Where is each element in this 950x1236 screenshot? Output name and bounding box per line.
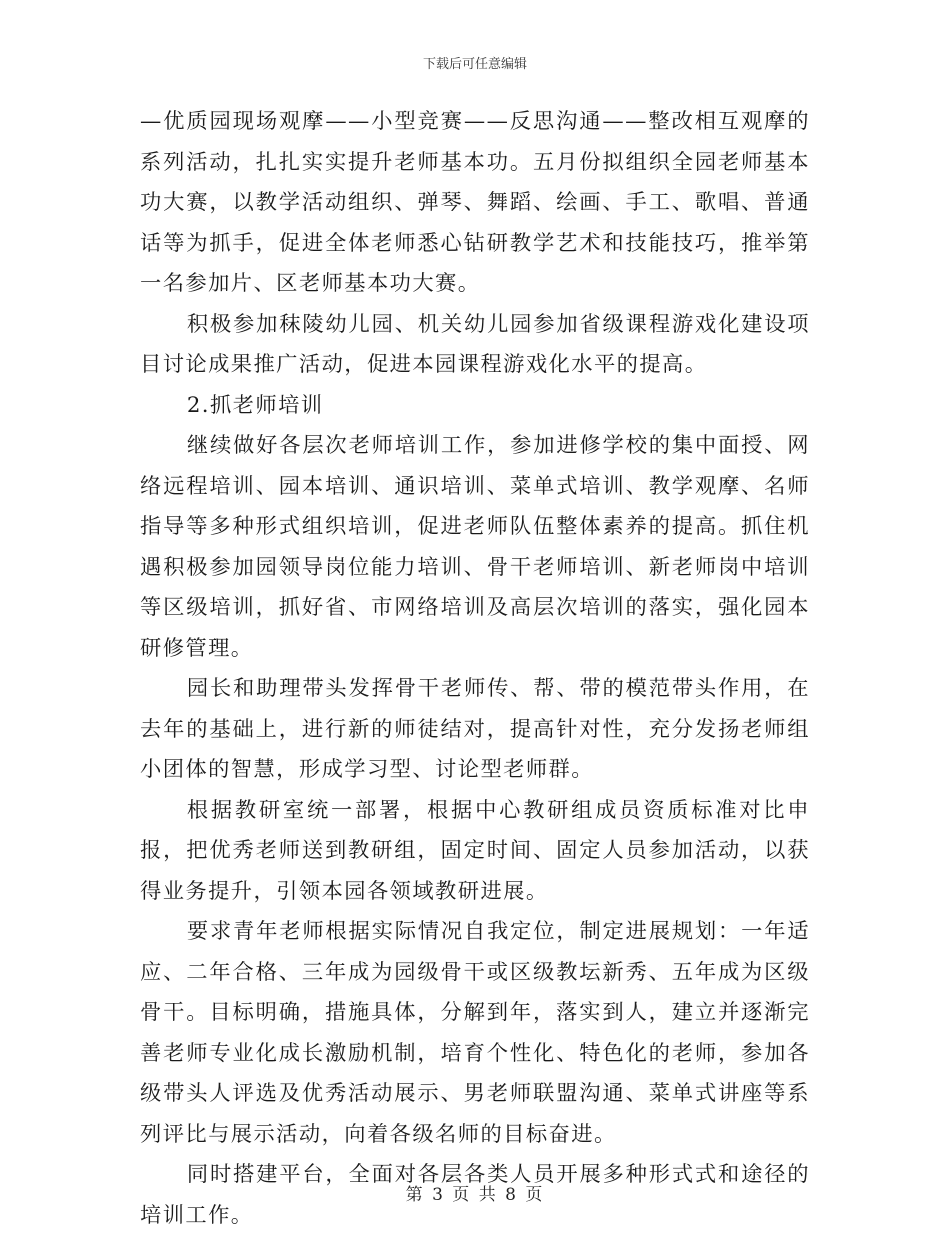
section-heading: 2.抓老师培训	[186, 392, 324, 418]
paragraph: 园长和助理带头发挥骨干老师传、帮、带的模范带头作用，在去年的基础上，进行新的师徒结对，提高针对性，充分发扬老师组小团体的智慧，形成学习型、讨论型老师群。	[140, 676, 810, 782]
paragraph: 同时搭建平台，全面对各层各类人员开展多种形式式和途径的培训工作。	[140, 1162, 810, 1228]
page-number-footer: 第 3 页 共 8 页	[405, 1185, 545, 1205]
body-text	[140, 102, 810, 1236]
paragraph: 根据教研室统一部署，根据中心教研组成员资质标准对比申报，把优秀老师送到教研组，固定时间、固定人员参加活动，以获得业务提升，引领本园各领域教研进展。	[140, 797, 810, 904]
paragraph: 积极参加秣陵幼儿园、机关幼儿园参加省级课程游戏化建设项目讨论成果推广活动，促进本园课程游戏化水平的提高。	[140, 311, 810, 377]
page-header: 下载后可任意编辑	[422, 57, 527, 72]
paragraph: 要求青年老师根据实际情况自我定位，制定进展规划：一年适应、二年合格、三年成为园级骨干或区级教坛新秀、五年成为区级骨干。目标明确，措施具体，分解到年，落实到人，建立并逐渐完善老师专业化成长激励机制，培育个性化、特色化的老师，参加各级带头人评选及优秀活动展示、男老师联盟沟通、菜单式讲座等系列评比与展示活动，向着各级名师的目标奋进。	[140, 919, 810, 1147]
paragraph: 继续做好各层次老师培训工作，参加进修学校的集中面授、网络远程培训、园本培训、通识培训、菜单式培训、教学观摩、名师指导等多种形式组织培训，促进老师队伍整体素养的提高。抓住机遇积极参加园领导岗位能力培训、骨干老师培训、新老师岗中培训等区级培训，抓好省、市网络培训及高层次培训的落实，强化园本研修管理。	[140, 433, 810, 661]
paragraph: —优质园现场观摩——小型竞赛——反思沟通——整改相互观摩的系列活动，扎扎实实提升老师基本功。五月份拟组织全园老师基本功大赛，以教学活动组织、弹琴、舞蹈、绘画、手工、歌唱、普通话等为抓手，促进全体老师悉心钻研教学艺术和技能技巧，推举第一名参加片、区老师基本功大赛。	[140, 109, 810, 296]
